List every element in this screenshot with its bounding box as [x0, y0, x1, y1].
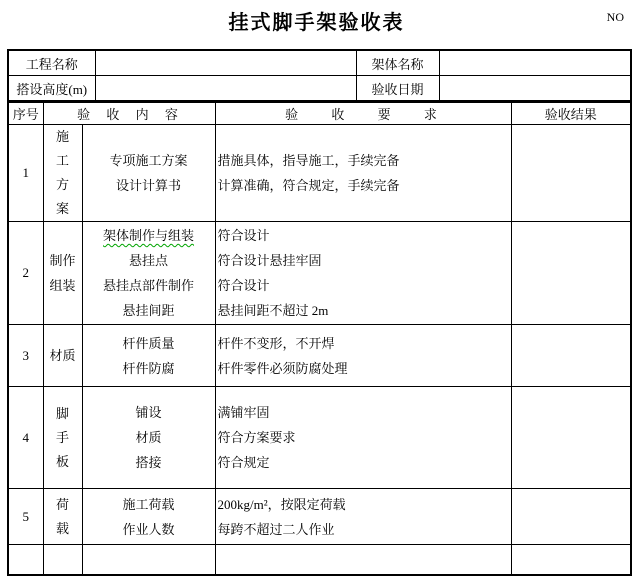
- content-cell: [82, 222, 215, 325]
- requirement-line: 符合方案要求: [217, 430, 296, 445]
- requirement-cell: [215, 222, 511, 325]
- seq-cell: 3: [8, 325, 43, 387]
- content-line: 悬挂点部件制作: [103, 278, 195, 293]
- info-row-1: [8, 50, 631, 76]
- content-cell: [82, 387, 215, 489]
- table-row: [8, 325, 631, 387]
- category-char: 案: [55, 201, 69, 216]
- content-line: 铺设: [135, 405, 162, 420]
- content-line: 搭接: [135, 455, 162, 470]
- requirement-cell: [215, 325, 511, 387]
- acceptance-date-label: 验收日期: [356, 76, 439, 102]
- category-cell: [43, 222, 82, 325]
- result-cell[interactable]: [511, 222, 631, 325]
- category-char: 荷: [55, 496, 69, 512]
- content-cell: [82, 325, 215, 387]
- content-cell: [82, 489, 215, 545]
- seq-cell: [8, 545, 43, 575]
- result-cell[interactable]: [511, 325, 631, 387]
- category-char: 材质: [49, 348, 76, 363]
- content-line: 材质: [135, 430, 162, 445]
- table-row-partial: [8, 545, 631, 575]
- content-line-spellcheck: 架体制作与组装: [103, 228, 195, 243]
- erection-height-label: 搭设高度(m): [8, 76, 95, 102]
- header-seq: 序号: [8, 102, 43, 125]
- seq-cell: 5: [8, 489, 43, 545]
- requirement-line: 计算准确，符合规定，手续完备: [217, 178, 400, 193]
- content-cell: [82, 125, 215, 222]
- no-label: NO: [606, 10, 624, 24]
- result-cell[interactable]: [511, 125, 631, 222]
- info-table: [7, 49, 632, 102]
- category-cell: [43, 489, 82, 545]
- frame-name-value[interactable]: [439, 50, 631, 76]
- content-cell: [82, 545, 215, 575]
- requirement-line: 符合设计: [217, 228, 270, 243]
- requirement-line: 杆件零件必须防腐处理: [217, 360, 348, 376]
- category-char: 施: [55, 129, 69, 144]
- requirement-line: 悬挂间距不超过 2m: [217, 303, 329, 318]
- result-cell[interactable]: [511, 387, 631, 489]
- category-cell: [43, 545, 82, 575]
- category-char: 方: [55, 177, 69, 192]
- frame-name-label: 架体名称: [356, 50, 439, 76]
- header-content: 验 收 内 容: [43, 102, 215, 125]
- content-line: 悬挂点: [129, 253, 169, 268]
- acceptance-date-value[interactable]: [439, 76, 631, 102]
- project-name-label: 工程名称: [8, 50, 95, 76]
- content-line: 设计计算书: [116, 178, 182, 193]
- requirement-line: 符合规定: [217, 455, 270, 470]
- content-line: 施工荷载: [122, 496, 175, 512]
- header-result: 验收结果: [511, 102, 631, 125]
- table-header-row: [8, 102, 631, 125]
- requirement-cell: [215, 489, 511, 545]
- info-row-2: [8, 76, 631, 102]
- table-row: [8, 387, 631, 489]
- category-char: 板: [55, 453, 69, 469]
- page-title: 挂式脚手架验收表: [228, 12, 405, 34]
- requirement-line: 每跨不超过二人作业: [217, 521, 335, 537]
- category-char: 工: [55, 153, 69, 168]
- category-char: 手: [55, 429, 69, 445]
- erection-height-value[interactable]: [95, 76, 356, 102]
- table-row: [8, 222, 631, 325]
- requirement-line: 措施具体，指导施工，手续完备: [217, 153, 400, 168]
- category-char: 制作: [49, 253, 76, 268]
- requirement-cell: [215, 545, 511, 575]
- category-char: 组装: [49, 278, 76, 293]
- table-row: [8, 489, 631, 545]
- requirement-line: 符合设计: [217, 278, 270, 293]
- content-line: 杆件质量: [122, 335, 175, 351]
- requirement-line: 200kg/m²，按限定荷载: [217, 496, 346, 512]
- result-cell[interactable]: [511, 489, 631, 545]
- requirement-line: 满铺牢固: [217, 405, 270, 420]
- content-line: 作业人数: [122, 521, 175, 537]
- seq-cell: 1: [8, 125, 43, 222]
- category-char: 载: [55, 520, 69, 536]
- content-line: 杆件防腐: [122, 360, 175, 376]
- table-row: [8, 125, 631, 222]
- result-cell[interactable]: [511, 545, 631, 575]
- content-line: 悬挂间距: [122, 303, 175, 318]
- category-cell: [43, 325, 82, 387]
- category-char: 脚: [55, 405, 69, 421]
- requirement-line: 杆件不变形，不开焊: [217, 335, 335, 351]
- content-line: 专项施工方案: [109, 153, 188, 168]
- header-requirement: 验 收 要 求: [215, 102, 511, 125]
- requirement-line: 符合设计悬挂牢固: [217, 253, 322, 268]
- requirement-cell: [215, 125, 511, 222]
- seq-cell: 4: [8, 387, 43, 489]
- category-cell: [43, 125, 82, 222]
- project-name-value[interactable]: [95, 50, 356, 76]
- acceptance-table: [7, 101, 632, 576]
- seq-cell: 2: [8, 222, 43, 325]
- category-cell: [43, 387, 82, 489]
- requirement-cell: [215, 387, 511, 489]
